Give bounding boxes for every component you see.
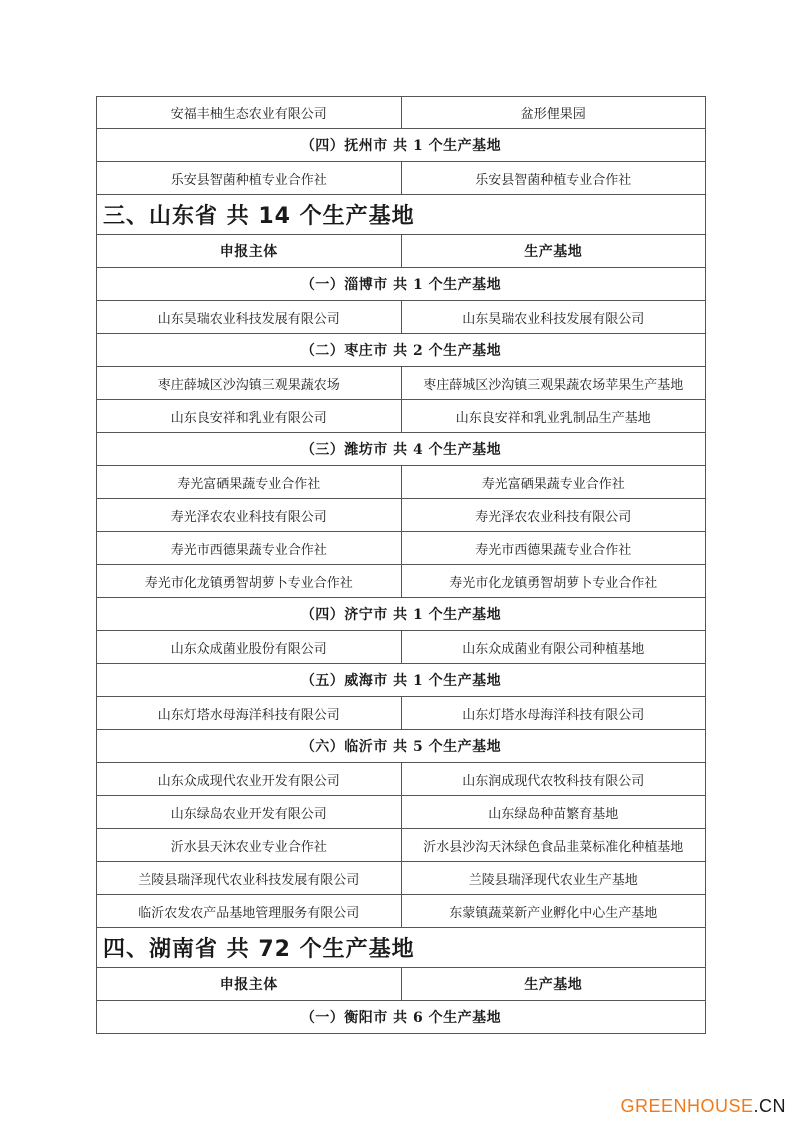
- base-cell: 寿光富硒果蔬专业合作社: [401, 466, 706, 498]
- table-row: [96, 400, 706, 433]
- table-row: [96, 895, 706, 928]
- base-cell: 山东良安祥和乳业乳制品生产基地: [401, 400, 706, 432]
- base-cell: 寿光市西德果蔬专业合作社: [401, 532, 706, 564]
- table-row: [96, 367, 706, 400]
- header-applicant: 申报主体: [219, 244, 278, 260]
- table-row: [96, 763, 706, 796]
- base-cell: 山东灯塔水母海洋科技有限公司: [401, 697, 706, 729]
- applicant-cell: 山东灯塔水母海洋科技有限公司: [157, 707, 340, 723]
- base-cell: 寿光泽农农业科技有限公司: [401, 499, 706, 531]
- city-subheading: （五）威海市 共 1 个生产基地: [300, 673, 502, 689]
- applicant-cell: 枣庄薛城区沙沟镇三观果蔬农场: [157, 377, 340, 393]
- table-header-row: [96, 235, 706, 268]
- watermark-tld: .CN: [753, 1096, 786, 1116]
- applicant-cell: 临沂农发农产品基地管理服务有限公司: [138, 905, 360, 921]
- city-subheading: （四）济宁市 共 1 个生产基地: [300, 607, 502, 623]
- header-applicant: 申报主体: [219, 977, 278, 993]
- city-subheading-row: [96, 334, 706, 367]
- watermark-logo: [620, 1096, 786, 1117]
- applicant-cell: 寿光富硒果蔬专业合作社: [177, 476, 321, 492]
- base-cell: 盆形俚果园: [401, 97, 706, 128]
- base-cell: 寿光市化龙镇勇智胡萝卜专业合作社: [401, 565, 706, 597]
- table-header-row: [96, 968, 706, 1001]
- applicant-cell: 山东众成菌业股份有限公司: [170, 641, 327, 657]
- base-cell: 山东绿岛种苗繁育基地: [401, 796, 706, 828]
- city-subheading-row: [96, 129, 706, 162]
- table-row: [96, 466, 706, 499]
- city-subheading-row: [96, 433, 706, 466]
- watermark-main: GREENHOUSE: [620, 1096, 754, 1116]
- table-row: [96, 532, 706, 565]
- base-cell: 东蒙镇蔬菜新产业孵化中心生产基地: [401, 895, 706, 927]
- city-subheading-row: [96, 730, 706, 763]
- base-cell: 山东昊瑞农业科技发展有限公司: [401, 301, 706, 333]
- table-row: [96, 499, 706, 532]
- province-heading: 三、山东省 共 14 个生产基地: [96, 195, 706, 235]
- city-subheading: （一）淄博市 共 1 个生产基地: [300, 277, 502, 293]
- applicant-cell: 寿光市西德果蔬专业合作社: [170, 542, 327, 558]
- city-subheading-row: [96, 1001, 706, 1034]
- applicant-cell: 兰陵县瑞泽现代农业科技发展有限公司: [138, 872, 360, 888]
- base-cell: 山东润成现代农牧科技有限公司: [401, 763, 706, 795]
- applicant-cell: 寿光市化龙镇勇智胡萝卜专业合作社: [144, 575, 353, 591]
- table-row: [96, 162, 706, 195]
- production-base-table: [96, 96, 706, 1034]
- applicant-cell: 山东昊瑞农业科技发展有限公司: [157, 311, 340, 327]
- applicant-cell: 乐安县智菌种植专业合作社: [170, 172, 327, 188]
- applicant-cell: 山东众成现代农业开发有限公司: [157, 773, 340, 789]
- applicant-cell: 山东良安祥和乳业有限公司: [170, 410, 327, 426]
- applicant-cell: 安福丰柚生态农业有限公司: [170, 107, 327, 122]
- table-row: [96, 301, 706, 334]
- table-row: [96, 862, 706, 895]
- city-subheading: （一）衡阳市 共 6 个生产基地: [300, 1010, 502, 1026]
- base-cell: 山东众成菌业有限公司种植基地: [401, 631, 706, 663]
- table-row: [96, 565, 706, 598]
- city-subheading: （四）抚州市 共 1 个生产基地: [300, 138, 502, 154]
- city-subheading-row: [96, 664, 706, 697]
- table-row: [96, 631, 706, 664]
- applicant-cell: 沂水县天沐农业专业合作社: [170, 839, 327, 855]
- city-subheading: （六）临沂市 共 5 个生产基地: [300, 739, 502, 755]
- table-row: [96, 96, 706, 129]
- applicant-cell: 寿光泽农农业科技有限公司: [170, 509, 327, 525]
- table-row: [96, 796, 706, 829]
- table-row: [96, 697, 706, 730]
- city-subheading-row: [96, 268, 706, 301]
- header-base: 生产基地: [401, 235, 706, 267]
- city-subheading-row: [96, 598, 706, 631]
- header-base: 生产基地: [401, 968, 706, 1000]
- table-row: [96, 829, 706, 862]
- base-cell: 兰陵县瑞泽现代农业生产基地: [401, 862, 706, 894]
- city-subheading: （二）枣庄市 共 2 个生产基地: [300, 343, 502, 359]
- city-subheading: （三）潍坊市 共 4 个生产基地: [300, 442, 502, 458]
- base-cell: 沂水县沙沟天沐绿色食品韭菜标准化种植基地: [401, 829, 706, 861]
- base-cell: 乐安县智菌种植专业合作社: [401, 162, 706, 194]
- applicant-cell: 山东绿岛农业开发有限公司: [170, 806, 327, 822]
- province-heading: 四、湖南省 共 72 个生产基地: [96, 928, 706, 968]
- base-cell: 枣庄薛城区沙沟镇三观果蔬农场苹果生产基地: [401, 367, 706, 399]
